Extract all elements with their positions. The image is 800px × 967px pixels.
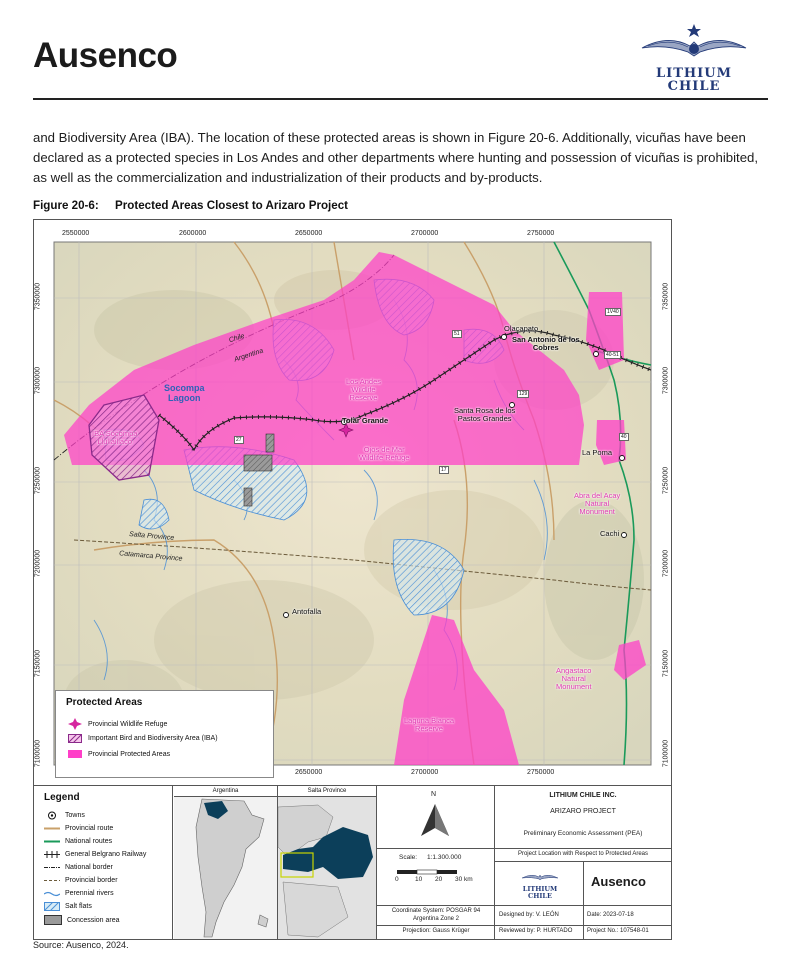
label-los-andes-reserve: Los Andes Wildlife Reserve	[346, 377, 382, 402]
label-cachi: Cachi	[600, 529, 620, 538]
label-tolar-grande: Tolar Grande	[342, 416, 389, 425]
lithium-chile-small-logo: LITHIUM CHILE	[515, 868, 565, 900]
legend-box	[34, 786, 173, 939]
ausenco-small-logo: Ausenco	[591, 874, 646, 889]
pa-legend-item: Provincial Wildlife Refuge	[68, 718, 167, 730]
route-label-27: 27	[236, 437, 242, 443]
route-label-40: 40	[621, 434, 627, 440]
x-tick-top-1: 2550000	[62, 230, 90, 237]
x-tick-bottom-4: 2700000	[411, 769, 439, 776]
salta-inset	[278, 786, 377, 939]
route-label-129: 129	[519, 391, 528, 397]
scale-divider	[377, 848, 494, 849]
salt-flat-swatch	[44, 902, 60, 911]
figure-number: Figure 20-6:	[33, 199, 99, 212]
scale-tick-0: 0	[395, 876, 399, 883]
scale-value: 1:1.300.000	[427, 854, 462, 861]
label-olacapato: Olacapato	[504, 324, 539, 333]
scale-tick-30: 30 km	[455, 876, 473, 883]
salta-inset-map	[278, 797, 376, 939]
legend-item: Towns	[44, 811, 85, 820]
y-tick-left-3: 7250000	[34, 466, 42, 495]
legend-item: National routes	[44, 837, 112, 846]
y-tick-left-5: 7150000	[34, 649, 42, 678]
x-tick-bottom-5: 2750000	[527, 769, 555, 776]
label-iba-socompa: IBA Socompa Llullaillaco	[92, 429, 138, 446]
y-tick-right-6: 7100000	[662, 739, 670, 768]
x-tick-top-2: 2600000	[179, 230, 207, 237]
wildlife-refuge-star-icon	[68, 718, 82, 730]
national-route-icon	[44, 837, 60, 846]
iba-hatch-swatch	[68, 734, 82, 743]
company-name: LITHIUM CHILE INC.	[549, 792, 617, 799]
scale-north-box	[377, 786, 495, 939]
map-bottom-panel	[33, 785, 672, 940]
north-arrow-icon	[415, 794, 455, 844]
lithium-chile-logo	[638, 22, 750, 94]
ausenco-logo: Ausenco	[33, 36, 178, 75]
figure-caption	[33, 199, 348, 212]
legend-item: Perennial rivers	[44, 889, 114, 898]
y-tick-right-3: 7250000	[662, 466, 670, 495]
info-divider-4	[495, 925, 671, 926]
label-antofalla: Antofalla	[292, 607, 322, 616]
argentina-inset	[174, 786, 278, 939]
x-tick-bottom-3: 2650000	[295, 769, 323, 776]
concession-area-swatch	[44, 915, 62, 925]
project-name: ARIZARO PROJECT	[550, 808, 616, 815]
scale-tick-20: 20	[435, 876, 443, 883]
scale-tick-10: 10	[415, 876, 423, 883]
projection: Projection: Gauss Krüger	[402, 928, 470, 934]
legend-item: National border	[44, 863, 113, 872]
legend-item: General Belgrano Railway	[44, 850, 146, 859]
label-catamarca-province: Catamarca Province	[118, 550, 183, 563]
label-argentina: Argentina	[233, 347, 265, 364]
y-tick-left-6: 7100000	[34, 739, 42, 768]
protected-areas-title: Protected Areas	[66, 697, 143, 708]
study-name: Preliminary Economic Assessment (PEA)	[523, 830, 643, 837]
route-label-40-51: 40-51	[606, 352, 619, 358]
header-divider	[33, 98, 768, 100]
x-tick-top-5: 2750000	[527, 230, 555, 237]
condor-emblem-icon	[638, 22, 750, 62]
label-chile: Chile	[228, 332, 246, 345]
pa-legend-item: Important Bird and Biodiversity Area (IBA)	[68, 734, 218, 743]
river-icon	[44, 889, 60, 898]
railway-icon	[44, 850, 60, 859]
inset-title-salta: Salta Province	[278, 786, 376, 797]
label-socompa-lagoon: Socompa Lagoon	[164, 383, 205, 403]
y-tick-left-2: 7300000	[34, 366, 42, 395]
date: Date: 2023-07-18	[587, 912, 634, 918]
figure-title: Protected Areas Closest to Arizaro Project	[115, 199, 349, 212]
map-title: Project Location with Respect to Protected Areas	[517, 851, 649, 857]
scale-bar	[397, 868, 477, 876]
coord-system-line2: Argentina Zone 2	[412, 916, 460, 922]
y-tick-left-1: 7350000	[34, 282, 42, 311]
inset-title-argentina: Argentina	[174, 786, 277, 797]
x-tick-top-4: 2700000	[411, 230, 439, 237]
scale-divider-2	[377, 905, 494, 906]
designed-by: Designed by: V. LEÓN	[499, 912, 559, 918]
legend-item: Concession area	[44, 915, 120, 925]
route-label-17: 17	[441, 467, 447, 473]
title-block	[495, 786, 671, 939]
legend-item: Provincial border	[44, 876, 118, 885]
route-label-1v40: 1V40	[607, 309, 619, 315]
y-tick-left-4: 7200000	[34, 549, 42, 578]
y-tick-right-1: 7350000	[662, 282, 670, 311]
info-divider-v	[583, 861, 584, 939]
x-tick-top-3: 2650000	[295, 230, 323, 237]
lithium-text: LITHIUM	[656, 66, 732, 81]
protected-areas-legend	[55, 690, 274, 778]
body-paragraph: and Biodiversity Area (IBA). The location of these protected areas is shown in Figure 20-6. Additionally, vicuñas have been declared as a protected species in Los Andes and other departments where hunting and possession of vicuñas is prohibited, as well as the commercialization and industrialization of their products and by-products.	[33, 130, 759, 185]
label-santa-rosa: Santa Rosa de los Pastos Grandes	[454, 406, 516, 423]
label-ojos-de-mar: Ojos de Mar Wildlife Refuge	[359, 445, 410, 462]
pa-legend-item: Provincial Protected Areas	[68, 750, 170, 758]
provincial-route-icon	[44, 824, 60, 833]
argentina-inset-map	[174, 797, 277, 939]
scale-divider-3	[377, 925, 494, 926]
label-la-poma: La Poma	[582, 448, 613, 457]
north-label: N	[431, 791, 437, 798]
coord-system-line1: Coordinate System: POSGAR 94	[391, 908, 481, 914]
reviewed-by: Reviewed by: P. HURTADO	[499, 928, 573, 934]
scale-label: Scale:	[399, 854, 418, 861]
label-san-antonio: San Antonio de los Cobres	[512, 335, 580, 352]
label-salta-province: Salta Province	[128, 531, 175, 542]
provincial-protected-swatch	[68, 750, 82, 758]
condor-small-icon	[520, 871, 560, 881]
chile-text: CHILE	[667, 79, 721, 94]
national-border-icon	[44, 863, 60, 872]
town-icon	[44, 811, 60, 820]
label-angastaco: Angastaco Natural Monument	[556, 666, 592, 691]
label-laguna-blanca: Laguna Blanca Reserve	[404, 716, 455, 733]
legend-item: Provincial route	[44, 824, 113, 833]
label-abra-del-acay: Abra del Acay Natural Monument	[574, 491, 621, 516]
y-tick-right-2: 7300000	[662, 366, 670, 395]
info-divider-3	[495, 905, 671, 906]
legend-item: Salt flats	[44, 902, 92, 911]
legend-title: Legend	[44, 792, 80, 803]
route-label-51: 51	[454, 331, 460, 337]
provincial-border-icon	[44, 876, 60, 885]
source-note: Source: Ausenco, 2024.	[33, 940, 129, 950]
y-tick-right-5: 7150000	[662, 649, 670, 678]
project-number: Project No.: 107548-01	[587, 928, 649, 934]
info-divider-1	[495, 848, 671, 849]
y-tick-right-4: 7200000	[662, 549, 670, 578]
